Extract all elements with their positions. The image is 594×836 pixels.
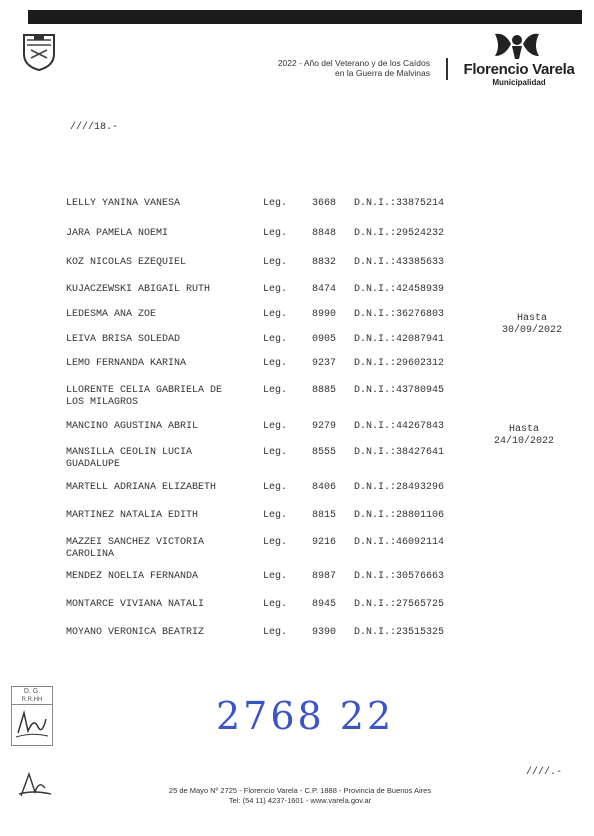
motto-line-1: 2022 - Año del Veterano y de los Caídos bbox=[277, 58, 430, 68]
legajo-label: Leg. bbox=[263, 627, 288, 638]
dni-value: D.N.I.:33875214 bbox=[354, 198, 445, 209]
legajo-label: Leg. bbox=[263, 257, 288, 268]
employee-name: JARA PAMELA NOEMI bbox=[66, 228, 169, 239]
legajo-label: Leg. bbox=[263, 537, 288, 548]
legajo-number: 8832 bbox=[312, 257, 337, 268]
legajo-label: Leg. bbox=[263, 421, 288, 432]
employee-name: MENDEZ NOELIA FERNANDA bbox=[66, 571, 199, 582]
legajo-label: Leg. bbox=[263, 309, 288, 320]
dni-value: D.N.I.:42087941 bbox=[354, 334, 445, 345]
legajo-number: 8885 bbox=[312, 385, 337, 396]
dni-value: D.N.I.:38427641 bbox=[354, 447, 445, 458]
validity-note bbox=[484, 424, 564, 448]
legajo-number: 8945 bbox=[312, 599, 337, 610]
validity-note bbox=[492, 313, 572, 337]
dni-value: D.N.I.:28493296 bbox=[354, 482, 445, 493]
dni-value: D.N.I.:29602312 bbox=[354, 358, 445, 369]
dni-value: D.N.I.:23515325 bbox=[354, 627, 445, 638]
legajo-number: 3668 bbox=[312, 198, 337, 209]
dg-label: D. G. bbox=[23, 688, 41, 695]
validity-note-date: 30/09/2022 bbox=[501, 325, 562, 336]
employee-name: MARTINEZ NATALIA EDITH bbox=[66, 510, 199, 521]
employee-name: MANSILLA CEOLIN LUCIA GUADALUPE bbox=[66, 447, 193, 470]
legajo-number: 0905 bbox=[312, 334, 337, 345]
legajo-label: Leg. bbox=[263, 358, 288, 369]
legajo-label: Leg. bbox=[263, 198, 288, 209]
page-continuation-mark: ////18.- bbox=[70, 122, 119, 133]
dni-value: D.N.I.:36276803 bbox=[354, 309, 445, 320]
legajo-label: Leg. bbox=[263, 284, 288, 295]
validity-note-label: Hasta bbox=[508, 424, 539, 435]
continuation-mark: ////.- bbox=[526, 767, 563, 778]
employee-name: MOYANO VERONICA BEATRIZ bbox=[66, 627, 205, 638]
legajo-number: 8555 bbox=[312, 447, 337, 458]
legajo-label: Leg. bbox=[263, 510, 288, 521]
legajo-label: Leg. bbox=[263, 447, 288, 458]
dni-value: D.N.I.:27565725 bbox=[354, 599, 445, 610]
employee-name: LELLY YANINA VANESA bbox=[66, 198, 181, 209]
logo-name: Florencio Varela bbox=[463, 61, 575, 78]
employee-name: KUJACZEWSKI ABIGAIL RUTH bbox=[66, 284, 211, 295]
employee-name: LEIVA BRISA SOLEDAD bbox=[66, 334, 181, 345]
employee-name: KOZ NICOLAS EZEQUIEL bbox=[66, 257, 187, 268]
footer-contact-line: Tel: (54 11) 4237-1601 - www.varela.gov.ar bbox=[228, 796, 372, 805]
validity-note-date: 24/10/2022 bbox=[493, 436, 554, 447]
legajo-number: 8987 bbox=[312, 571, 337, 582]
legajo-label: Leg. bbox=[263, 599, 288, 610]
employee-name: MAZZEI SANCHEZ VICTORIA CAROLINA bbox=[66, 537, 205, 560]
employee-name: LEMO FERNANDA KARINA bbox=[66, 358, 187, 369]
dni-value: D.N.I.:42458939 bbox=[354, 284, 445, 295]
dni-value: D.N.I.:29524232 bbox=[354, 228, 445, 239]
employee-name: MARTELL ADRIANA ELIZABETH bbox=[66, 482, 217, 493]
employee-name: MANCINO AGUSTINA ABRIL bbox=[66, 421, 199, 432]
legajo-number: 8815 bbox=[312, 510, 337, 521]
legajo-label: Leg. bbox=[263, 482, 288, 493]
dni-value: D.N.I.:44267843 bbox=[354, 421, 445, 432]
employee-name: LEDESMA ANA ZOE bbox=[66, 309, 157, 320]
dni-value: D.N.I.:43385633 bbox=[354, 257, 445, 268]
dg-rrhh-stamp-box bbox=[11, 686, 53, 746]
dni-value: D.N.I.:46092114 bbox=[354, 537, 445, 548]
logo-subtitle: Municipalidad bbox=[492, 78, 546, 87]
footer-address bbox=[150, 786, 450, 806]
legajo-number: 8406 bbox=[312, 482, 337, 493]
employee-name: LLORENTE CELIA GABRIELA DE LOS MILAGROS bbox=[66, 385, 223, 408]
legajo-label: Leg. bbox=[263, 385, 288, 396]
legajo-number: 9279 bbox=[312, 421, 337, 432]
legajo-label: Leg. bbox=[263, 228, 288, 239]
signature-icon bbox=[17, 770, 53, 800]
legajo-number: 8848 bbox=[312, 228, 337, 239]
footer-address-line: 25 de Mayo Nº 2725 - Florencio Varela - C.P. 1888 - Provincia de Buenos Aires bbox=[168, 786, 432, 795]
legajo-number: 8990 bbox=[312, 309, 337, 320]
legajo-label: Leg. bbox=[263, 334, 288, 345]
dni-value: D.N.I.:30576663 bbox=[354, 571, 445, 582]
resolution-stamp-number: 2768 22 bbox=[216, 694, 395, 738]
legajo-label: Leg. bbox=[263, 571, 288, 582]
initials-signature-icon bbox=[12, 705, 52, 743]
dni-value: D.N.I.:43780945 bbox=[354, 385, 445, 396]
validity-note-label: Hasta bbox=[516, 313, 547, 324]
legajo-number: 9237 bbox=[312, 358, 337, 369]
motto-line-2: en la Guerra de Malvinas bbox=[335, 68, 430, 78]
rrhh-label: R.R.HH bbox=[12, 696, 52, 705]
employee-name: MONTARCE VIVIANA NATALI bbox=[66, 599, 205, 610]
dni-value: D.N.I.:28801106 bbox=[354, 510, 445, 521]
legajo-number: 9216 bbox=[312, 537, 337, 548]
legajo-number: 8474 bbox=[312, 284, 337, 295]
legajo-number: 9390 bbox=[312, 627, 337, 638]
